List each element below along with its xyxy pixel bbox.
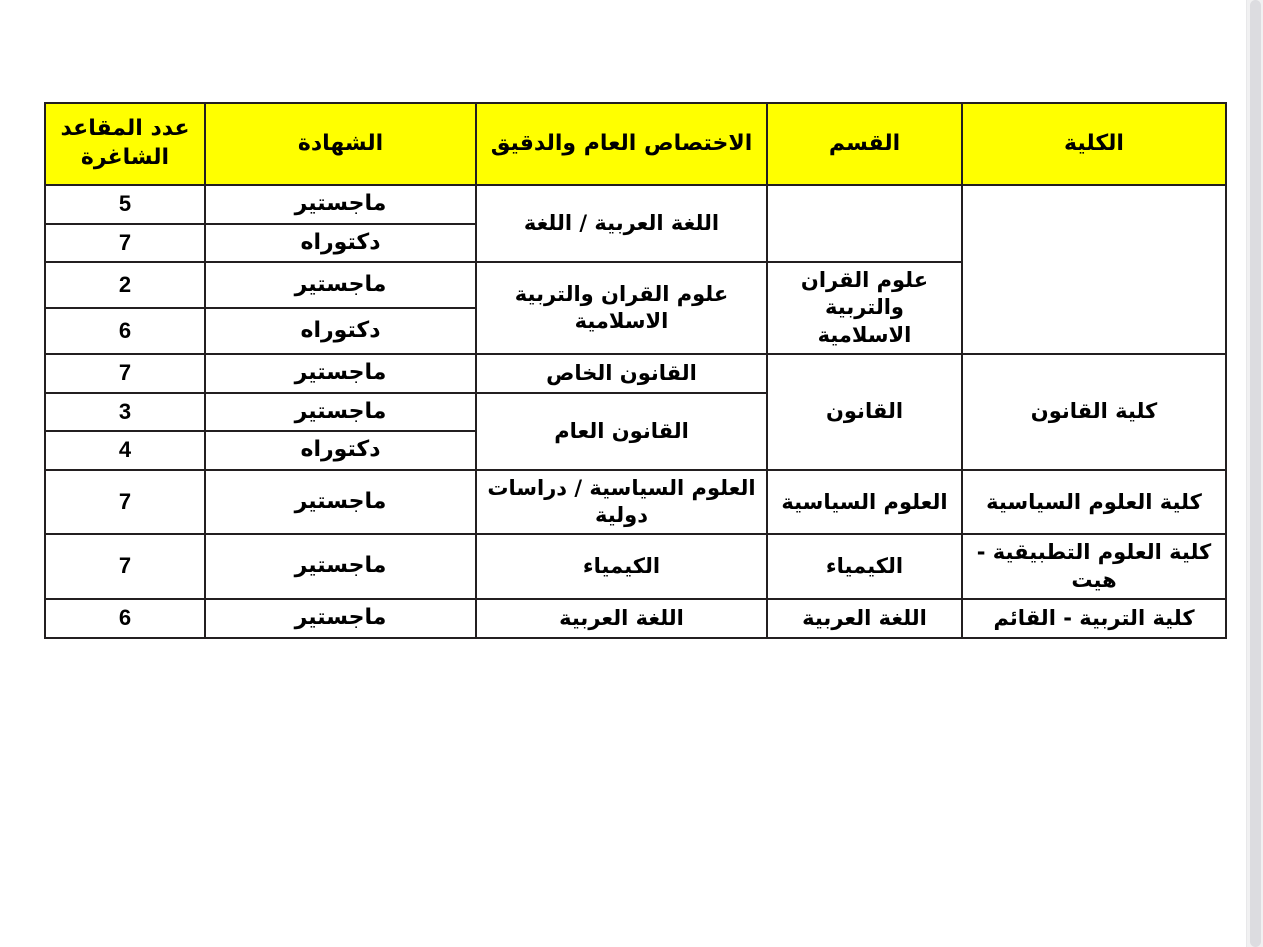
- column-header-college: الكلية: [962, 103, 1226, 185]
- table-row: [45, 599, 1226, 638]
- cell-seats: 4: [45, 431, 205, 470]
- cell-college: كلية التربية - القائم: [962, 599, 1226, 638]
- vacant-seats-table: [44, 102, 1227, 639]
- cell-degree: ماجستير: [205, 393, 476, 432]
- cell-college: كلية العلوم السياسية: [962, 470, 1226, 535]
- table-header-row: [45, 103, 1226, 185]
- cell-specialization: العلوم السياسية / دراسات دولية: [476, 470, 767, 535]
- column-header-degree: الشهادة: [205, 103, 476, 185]
- cell-specialization: علوم القران والتربية الاسلامية: [476, 262, 767, 354]
- cell-college: كلية العلوم التطبيقية - هيت: [962, 534, 1226, 599]
- cell-degree: ماجستير: [205, 534, 476, 599]
- cell-seats: 7: [45, 224, 205, 263]
- cell-specialization: اللغة العربية / اللغة: [476, 185, 767, 262]
- cell-specialization: اللغة العربية: [476, 599, 767, 638]
- cell-department: [767, 185, 962, 262]
- cell-seats: 6: [45, 308, 205, 354]
- cell-seats: 5: [45, 185, 205, 224]
- cell-seats: 7: [45, 470, 205, 535]
- cell-college: [962, 185, 1226, 354]
- cell-specialization: القانون العام: [476, 393, 767, 470]
- cell-seats: 7: [45, 534, 205, 599]
- cell-department: اللغة العربية: [767, 599, 962, 638]
- cell-degree: دكتوراه: [205, 308, 476, 354]
- table-header: [45, 103, 1226, 185]
- cell-college: كلية القانون: [962, 354, 1226, 470]
- cell-degree: ماجستير: [205, 185, 476, 224]
- column-header-department: القسم: [767, 103, 962, 185]
- cell-degree: ماجستير: [205, 262, 476, 308]
- column-header-specialization: الاختصاص العام والدقيق: [476, 103, 767, 185]
- cell-department: القانون: [767, 354, 962, 470]
- cell-department: العلوم السياسية: [767, 470, 962, 535]
- vertical-scrollbar[interactable]: [1246, 0, 1263, 947]
- cell-degree: ماجستير: [205, 599, 476, 638]
- cell-degree: ماجستير: [205, 470, 476, 535]
- column-header-seats: عدد المقاعد الشاغرة: [45, 103, 205, 185]
- cell-specialization: القانون الخاص: [476, 354, 767, 393]
- vacant-seats-table-container: [46, 102, 1227, 639]
- cell-seats: 3: [45, 393, 205, 432]
- table-row: [45, 185, 1226, 224]
- cell-department: الكيمياء: [767, 534, 962, 599]
- cell-degree: دكتوراه: [205, 224, 476, 263]
- table-row: [45, 534, 1226, 599]
- cell-degree: ماجستير: [205, 354, 476, 393]
- cell-department: علوم القران والتربية الاسلامية: [767, 262, 962, 354]
- cell-seats: 6: [45, 599, 205, 638]
- cell-degree: دكتوراه: [205, 431, 476, 470]
- cell-seats: 2: [45, 262, 205, 308]
- table-body: [45, 185, 1226, 638]
- scrollbar-thumb[interactable]: [1250, 0, 1261, 947]
- cell-seats: 7: [45, 354, 205, 393]
- table-row: [45, 354, 1226, 393]
- cell-specialization: الكيمياء: [476, 534, 767, 599]
- table-row: [45, 470, 1226, 535]
